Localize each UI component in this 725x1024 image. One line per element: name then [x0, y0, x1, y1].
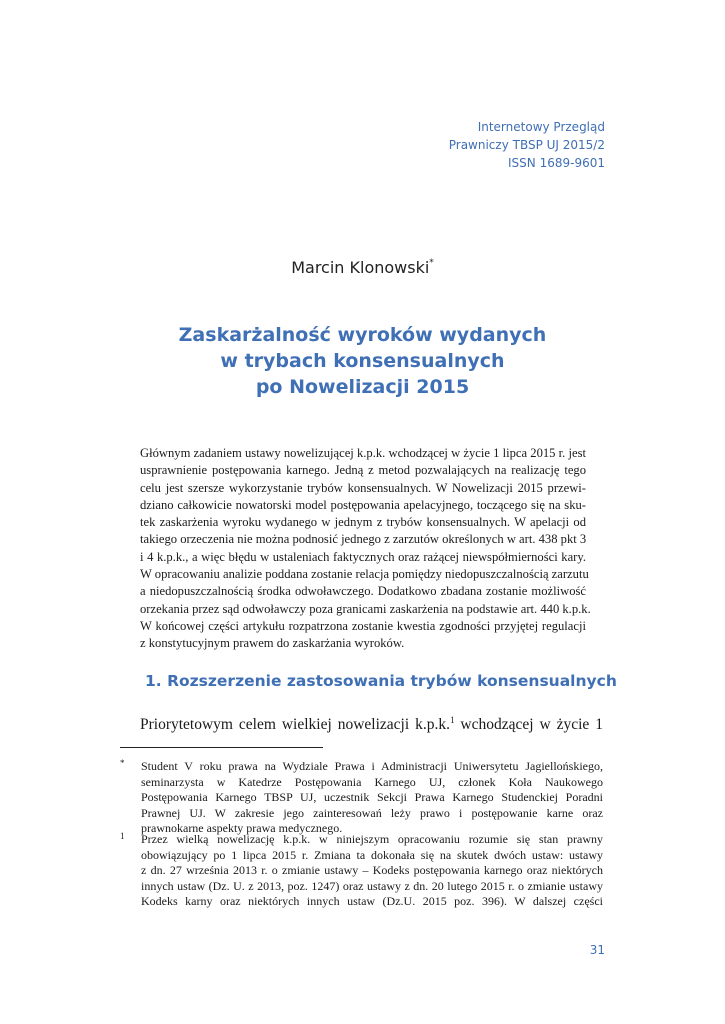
footnote-line: Przez wielką nowelizację k.p.k. w niniejszym opracowaniu rozumie się stan prawny — [141, 832, 603, 846]
abstract-line: celu jest szersze wykorzystanie trybów konsensualnych. W Nowelizacji 2015 przewi- — [140, 480, 586, 495]
footnote-line: Prawnej UJ. W zakresie jego zainteresowań leży prawo i postępowanie karne oraz — [141, 805, 603, 820]
abstract-line: z konstytucyjnym prawem do zaskarżania wyroków. — [140, 636, 405, 651]
footnote-line: obowiązujący po 1 lipca 2015 r. Zmiana ta dokonała się na skutek dwóch ustaw: ustawy — [141, 847, 603, 862]
footnote-line: Student V roku prawa na Wydziale Prawa i Administracji Uniwersytetu Jagiellońskiego, — [141, 759, 603, 773]
footnote-ref[interactable]: 1 — [449, 715, 455, 725]
author-footnote-mark: * — [429, 257, 434, 268]
abstract-line: i 4 k.p.k., a więc błędu w ustaleniach faktycznych oraz rażącej niewspółmierności kary. — [140, 549, 586, 564]
body-text-continued: wchodzącej w życie 1 — [454, 716, 603, 734]
abstract-line: tek zaskarżenia wyroku wydanego w jednym z trybów konsensualnych. W apelacji od — [140, 515, 586, 530]
abstract-line: usprawnienie postępowania karnego. Jedną z metod pozwalających na realizację tego — [140, 463, 586, 478]
footnote-separator — [120, 747, 323, 748]
journal-issn: ISSN 1689-9601 — [508, 156, 605, 170]
page-number: 31 — [589, 943, 605, 957]
footnote-line: seminarzysta w Katedrze Postępowania Karnego UJ, członek Koła Naukowego — [141, 774, 603, 789]
abstract-line: orzekania przez sąd odwoławczy poza granicami zaskarżenia na podstawie art. 440 k.p.k. — [140, 601, 591, 616]
author — [0, 258, 725, 277]
article-title — [0, 322, 725, 400]
title-line: po Nowelizacji 2015 — [255, 376, 470, 398]
abstract — [140, 445, 591, 653]
journal-name-line-2: Prawniczy TBSP UJ 2015/2 — [448, 138, 605, 152]
title-line: Zaskarżalność wyroków wydanych — [178, 324, 547, 346]
journal-info — [449, 118, 605, 172]
abstract-line: W końcowej części artykułu rozpatrzona zostanie kwestia zgodności przyjętej regulacji — [140, 618, 586, 633]
footnote-line: z dn. 27 września 2013 r. o zmianie ustawy – Kodeks postępowania karnego oraz niektórych — [141, 863, 603, 877]
footnote — [120, 832, 603, 910]
author-name: Marcin Klonowski — [291, 258, 430, 277]
abstract-line: takiego orzeczenia nie można podnosić jednego z zarzutów określonych w art. 438 pkt 3 — [140, 532, 587, 547]
journal-name-line-1: Internetowy Przegląd — [477, 120, 605, 134]
abstract-line: a niedopuszczalnością środka odwoławczego. Dodatkowo zbadana zostanie możliwość — [140, 584, 586, 599]
footnote — [120, 759, 603, 837]
body-text: Priorytetowym celem wielkiej nowelizacji k.p.k. — [140, 716, 450, 734]
section-heading: 1. Rozszerzenie zastosowania trybów konsensualnych — [145, 672, 617, 690]
abstract-line: Głównym zadaniem ustawy nowelizującej k.p.k. wchodzącej w życie 1 lipca 2015 r. jest — [140, 446, 586, 460]
abstract-line: W opracowaniu analizie poddana zostanie relacja pomiędzy niedopuszczalnością zarzutu — [140, 567, 589, 582]
footnote-line: innych ustaw (Dz. U. z 2013, poz. 1247) oraz ustawy z dn. 20 lutego 2015 r. o zmianie ustawy — [141, 878, 603, 893]
title-line: w trybach konsensualnych — [220, 350, 505, 372]
footnote-mark: 1 — [120, 831, 125, 841]
footnote-mark: * — [120, 758, 125, 768]
footnote-line: Postępowania Karnego TBSP UJ, uczestnik Sekcji Prawa Karnego Studenckiej Poradni — [141, 790, 603, 804]
body-paragraph — [140, 715, 603, 734]
footnote-line: Kodeks karny oraz niektórych innych ustaw (Dz.U. 2015 poz. 396). W dalszej części — [141, 894, 603, 908]
abstract-line: dziano całkowicie nowatorski model postępowania apelacyjnego, toczącego się na sku- — [140, 497, 586, 512]
footnote-line: prawnokarne aspekty prawa medycznego. — [141, 821, 343, 835]
